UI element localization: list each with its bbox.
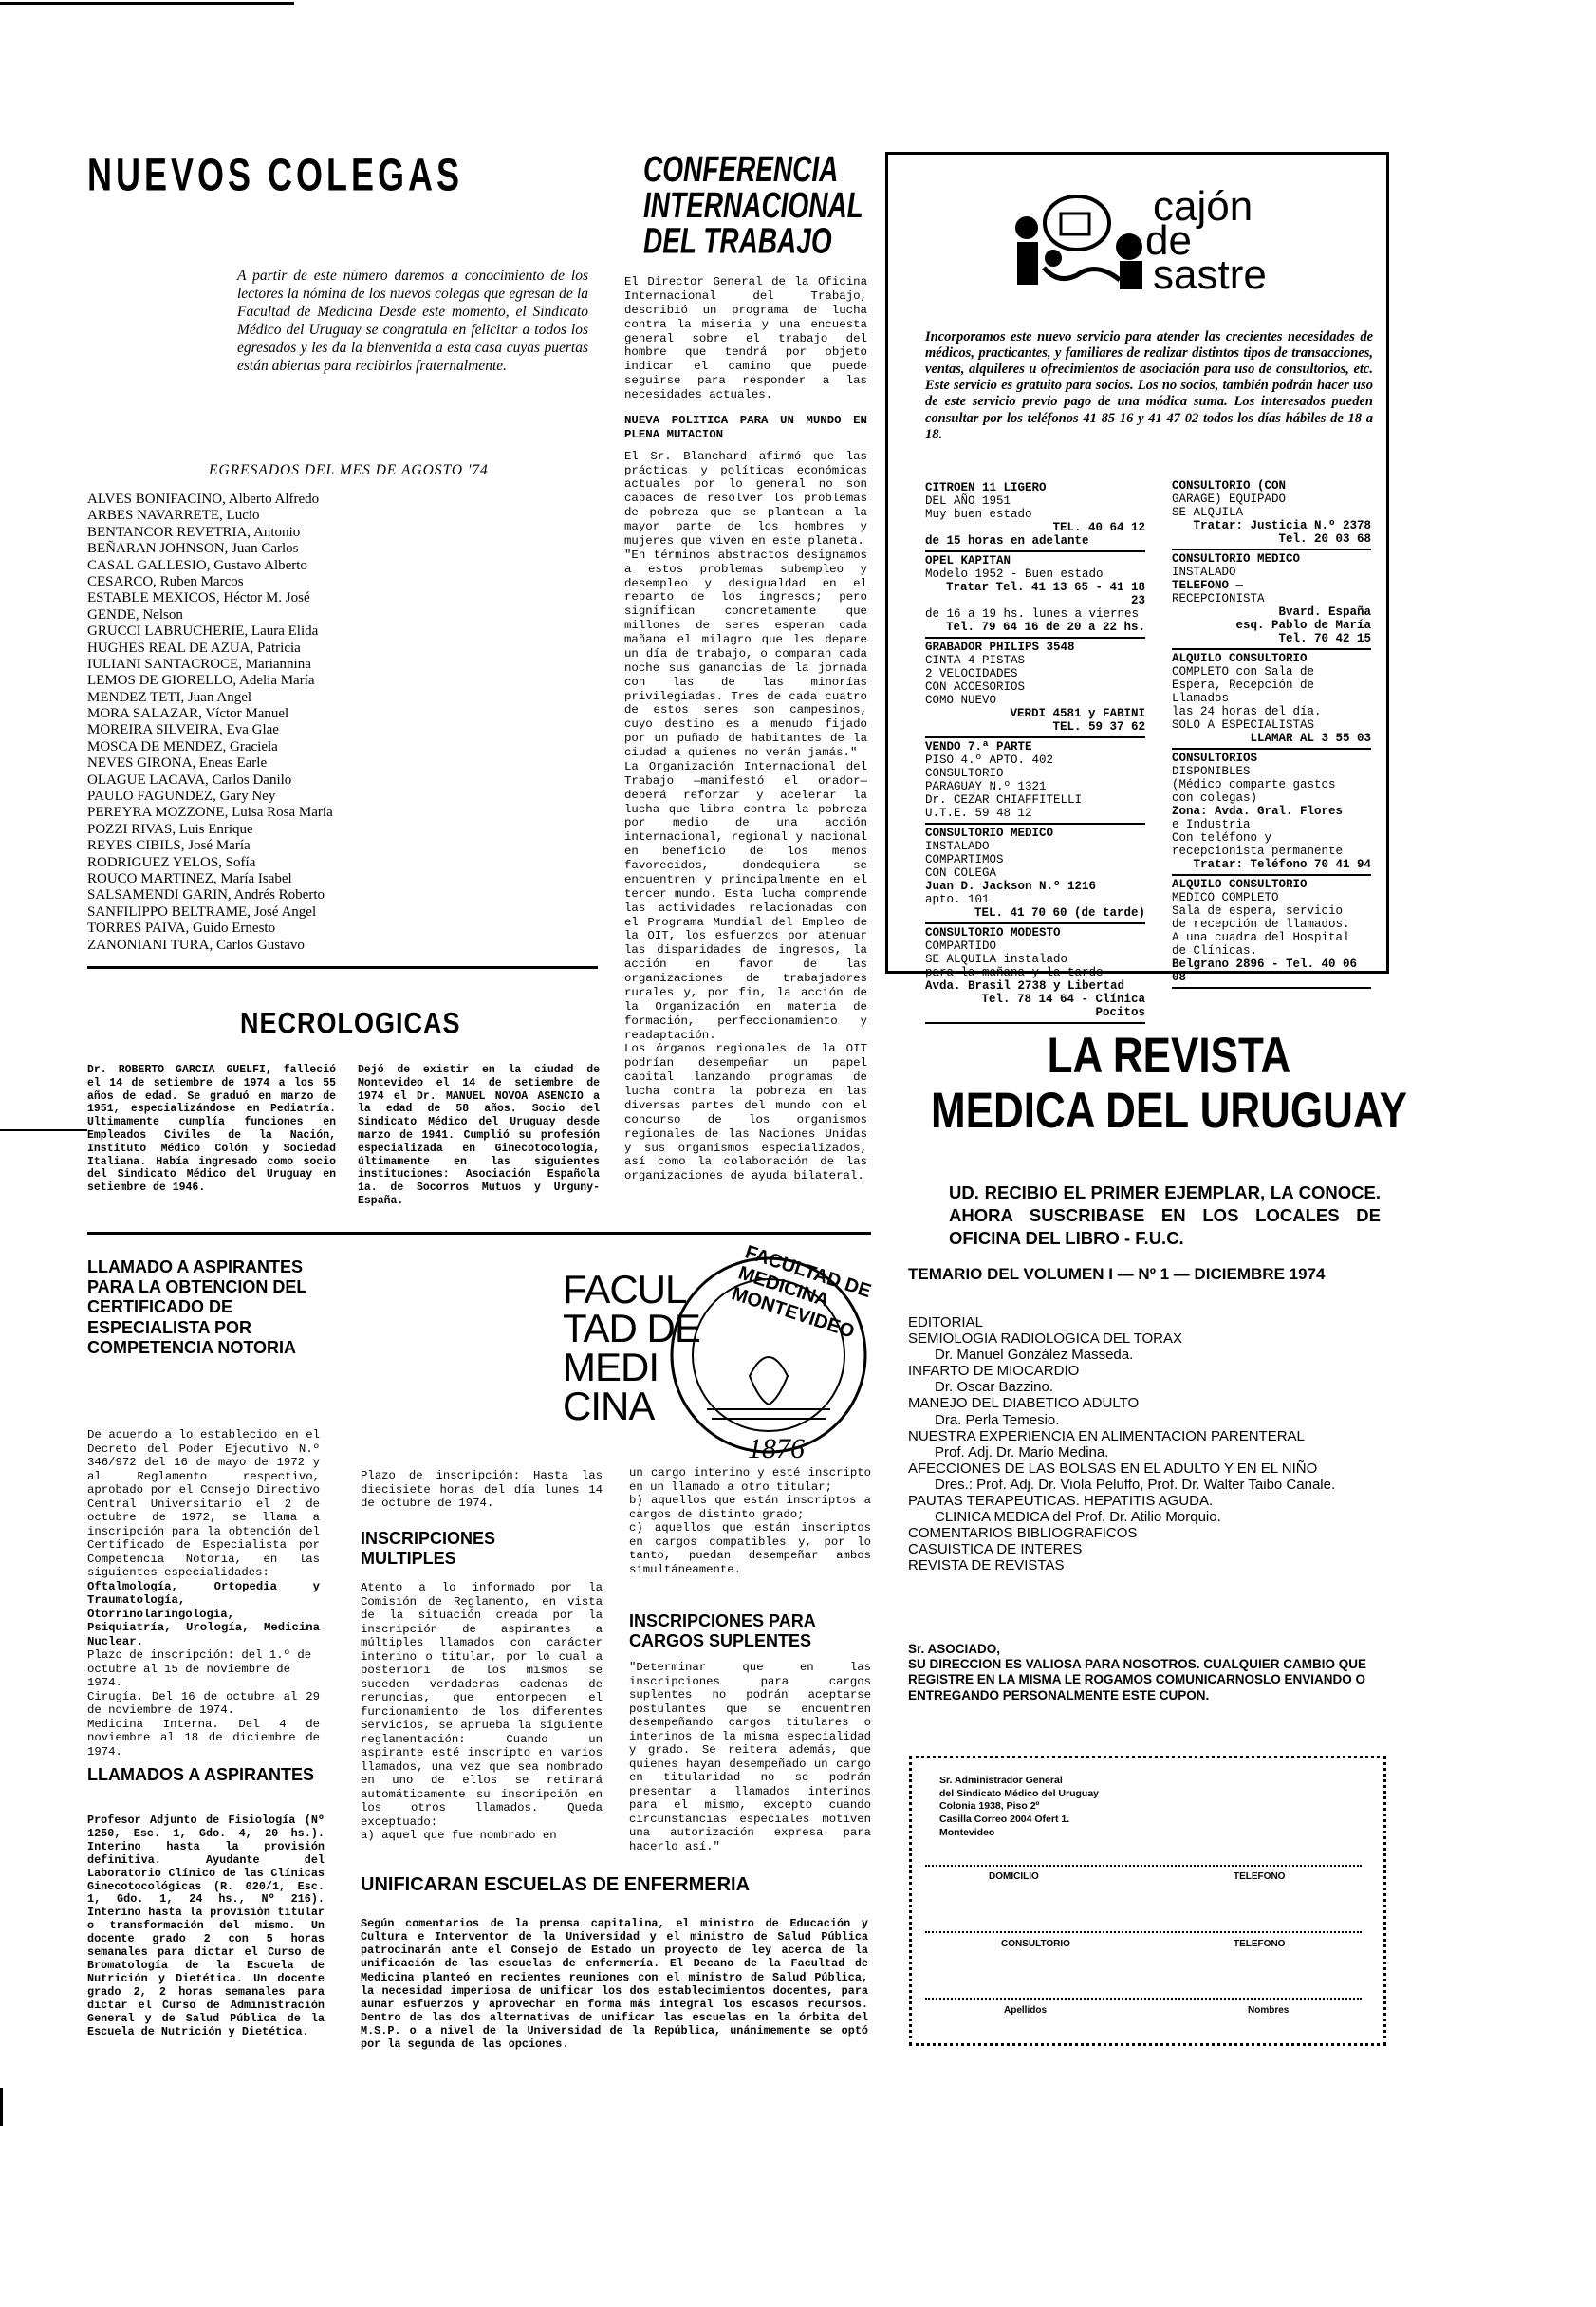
revista-content-line: Dr. Manuel González Masseda. xyxy=(935,1347,1134,1364)
classified-line: esq. Pablo de María xyxy=(1235,619,1371,632)
classified-line: Sala de espera, servicio xyxy=(1172,904,1344,918)
egresado-name: BEÑARAN JOHNSON, Juan Carlos xyxy=(87,541,299,557)
cajon-logo-line-2: de xyxy=(1145,217,1192,265)
egresado-name: IULIANI SANTACROCE, Mariannina xyxy=(87,656,311,672)
cajon-logo-text xyxy=(1145,183,1267,299)
cajon-ads-right xyxy=(1172,477,1371,989)
egresado-name: CESARCO, Ruben Marcos xyxy=(87,573,244,589)
coupon-address-line: del Sindicato Médico del Uruguay xyxy=(939,1787,1100,1799)
classified-line: GRABADOR PHILIPS 3548 xyxy=(925,641,1075,654)
cajon-illustration xyxy=(1006,190,1148,294)
classified-ad xyxy=(1172,550,1371,650)
classified-line: CINTA 4 PISTAS xyxy=(925,654,1026,667)
revista-title-line-1: LA REVISTA xyxy=(1047,1027,1291,1084)
classified-line: PISO 4.º APTO. 402 xyxy=(925,753,1054,767)
coupon-label-domicilio: DOMICILIO xyxy=(989,1871,1039,1882)
revista-content-line: PAUTAS TERAPEUTICAS. HEPATITIS AGUDA. xyxy=(908,1493,1214,1510)
conferencia-subhead: NUEVA POLITICA PARA UN MUNDO EN PLENA MUTACION xyxy=(624,413,867,441)
egresado-name: ZANONIANI TURA, Carlos Gustavo xyxy=(87,937,305,953)
revista-content-line: CASUISTICA DE INTERES xyxy=(908,1541,1083,1558)
lower-section-rule xyxy=(87,1232,871,1235)
suplentes-title: INSCRIPCIONES PARA CARGOS SUPLENTES xyxy=(629,1611,816,1651)
llamado-title: LLAMADO A ASPIRANTES PARA LA OBTENCION DEL CERTIFICADO DE ESPECIALISTA POR COMPETENCIA NOTORIA xyxy=(87,1257,307,1357)
revista-content-line: NUESTRA EXPERIENCIA EN ALIMENTACION PARENTERAL xyxy=(908,1427,1305,1444)
coupon-label-apellidos: Apellidos xyxy=(1004,2005,1048,2016)
revista-content-line: COMENTARIOS BIBLIOGRAFICOS xyxy=(908,1525,1138,1542)
inscripciones-multiples-title: INSCRIPCIONES MULTIPLES xyxy=(361,1529,496,1569)
enfermeria-body: Según comentarios de la prensa capitalina, el ministro de Educación y Cultura e Interventor de la Universidad y el ministro de Salud Pública patrocinarán ante el Consejo de Estado un proyecto de ley acerca de la unificación de las escuelas de enfermería. El Decano de la Facultad de Medicina planteó en recientes reuniones con el ministro de Salud Pública, la necesidad imperiosa de unificar los dos establecimientos docentes, para aunar esfuerzos y aprovechar en forma más integral los escasos recursos. Dentro de las dos alternativas de unificar las escuelas en la órbita del M.S.P. o a nivel de la Universidad de la República, unánimemente se optó por la segunda de las opciones. xyxy=(361,1917,868,2052)
egresado-name: PEREYRA MOZZONE, Luisa Rosa María xyxy=(87,805,333,821)
classified-line: Muy buen estado xyxy=(925,508,1032,521)
classified-line: INSTALADO xyxy=(925,840,990,853)
classified-line: Zona: Avda. Gral. Flores xyxy=(1172,805,1344,818)
asociado-text: SU DIRECCION ES VALIOSA PARA NOSOTROS. CUALQUIER CAMBIO QUE REGISTRE EN LA MISMA LE ROGAMOS COMUNICARNOSLO ENVIANDO O ENTREGANDO PERSONALMENTE ESTE CUPON. xyxy=(908,1657,1367,1702)
necro-col-2: Dejó de existir en la ciudad de Montevideo el 14 de setiembre de 1974 el Dr. MANUEL NOVOA ASENCIO a la edad de 58 años. Socio del Sindicato Médico del Uruguay desde marzo de 1941. Cumplió su profesión especializada en Ginecotocología, últimamente en las siguientes instituciones: Asociación Española 1a. de Socorros Mutuos y Urguny-España. xyxy=(358,1064,600,1207)
egresado-name: BENTANCOR REVETRIA, Antonio xyxy=(87,524,301,540)
asociado-notice xyxy=(908,1642,1383,1703)
egresado-name: GENDE, Nelson xyxy=(87,606,183,623)
classified-line: VERDI 4581 y FABINI xyxy=(1010,707,1145,720)
classified-line: recepcionista permanente xyxy=(1172,845,1344,858)
llamados-aspirantes-body: Profesor Adjunto de Fisiología (Nº 1250, Esc. 1, Gdo. 4, 20 hs.). Interino hasta la provisión definitiva. Ayudante del Laboratorio Clínico de las Clínicas Ginecotocológicas (R. 020/1, Esc. 1, Gdo. 1, 24 hs., Nº 216). Interino hasta la provisión titular o transformación del mismo. Un docente grado 2 con 5 horas semanales para dictar el Curso de Bromatología de la Escuela de Nutrición y Dietética. Un docente grado 2, 2 horas semanales para dictar el Curso de Administración General y de Salud Pública de la Escuela de Nutrición y Dietética. xyxy=(87,1814,325,2038)
egresado-name: OLAGUE LACAVA, Carlos Danilo xyxy=(87,772,292,788)
margin-mark xyxy=(0,1129,87,1131)
llamado-body xyxy=(87,1428,320,1758)
classified-line: Con teléfono y xyxy=(1172,831,1272,845)
egresado-name: ROUCO MARTINEZ, María Isabel xyxy=(87,870,292,886)
classified-line: Juan D. Jackson N.º 1216 xyxy=(925,880,1097,893)
egresado-name: HUGHES REAL DE AZUA, Patricia xyxy=(87,640,301,656)
revista-title xyxy=(922,1027,1416,1139)
egresado-name: CASAL GALLESIO, Gustavo Alberto xyxy=(87,557,307,573)
classified-line: COMO NUEVO xyxy=(925,694,997,707)
classified-line: CONSULTORIO MEDICO xyxy=(1172,552,1301,566)
facultad-ring-text: FACULTAD DE MEDICINA MONTEVIDEO xyxy=(729,1241,874,1343)
conferencia-title-line-2: INTERNACIONAL xyxy=(643,185,863,225)
classified-line: Tratar: Justicia N.º 2378 xyxy=(1193,519,1371,532)
classified-line: TEL. 41 70 60 (de tarde) xyxy=(974,906,1145,920)
revista-subscribe: UD. RECIBIO EL PRIMER EJEMPLAR, LA CONOCE. AHORA SUSCRIBASE EN LOS LOCALES DE OFICINA DEL LIBRO - F.U.C. xyxy=(949,1182,1381,1249)
facultad-year: 1876 xyxy=(748,1433,805,1464)
classified-line: DEL AÑO 1951 xyxy=(925,494,1011,508)
classified-line: Tratar: Teléfono 70 41 94 xyxy=(1193,858,1371,871)
classified-line: VENDO 7.ª PARTE xyxy=(925,740,1032,753)
asociado-head: Sr. ASOCIADO, xyxy=(908,1642,1001,1656)
classified-line: CON COLEGA xyxy=(925,866,997,880)
scribble-figures-icon xyxy=(1006,190,1148,294)
egresado-name: GRUCCI LABRUCHERIE, Laura Elida xyxy=(87,623,319,640)
classified-line: TEL. 40 64 12 xyxy=(1052,521,1145,534)
classified-line: Bvard. España xyxy=(1278,605,1371,619)
top-edge-rule xyxy=(0,2,294,5)
facultad-logo-line-2: TAD DE xyxy=(563,1306,700,1351)
margin-mark-bottom xyxy=(0,2088,3,2126)
classified-line: LLAMAR AL 3 55 03 xyxy=(1250,732,1371,745)
cajon-ads-left xyxy=(925,479,1145,1024)
interino-b: b) aquellos que están inscriptos a cargos de distinto grado; xyxy=(629,1494,871,1521)
classified-line: GARAGE) EQUIPADO xyxy=(1172,493,1287,506)
classified-line: las 24 horas del día. xyxy=(1172,705,1322,718)
cajon-intro: Incorporamos este nuevo servicio para atender las crecientes necesidades de médicos, practicantes, y familiares de realizar distintos tipos de transacciones, ventas, alquileres u ofrecimientos de asociación para uso de consultorios, etc. Este servicio es gratuito para socios. Los no socios, también podrán hacer uso de este servicio previo pago de una módica suma. Los interesados pueden consultar por los teléfonos 41 85 16 y 41 47 02 todos los días hábiles de 18 a 18. xyxy=(925,329,1373,442)
necrologicas-title: NECROLOGICAS xyxy=(240,1006,461,1040)
coupon-address xyxy=(939,1775,1099,1839)
facultad-logo-line-1: FACUL xyxy=(563,1267,687,1312)
revista-title-line-2: MEDICA DEL URUGUAY xyxy=(931,1083,1407,1139)
conferencia-p4: La Organización Internacional del Trabajo —manifestó el orador— deberá reforzar y acelerar la lucha que libra contra la pobreza por medio de una acción internacional, regional y nacional en beneficio de los menos favorecidos, dondequiera se encuentren y principalmente en el tercer mundo. Esta lucha comprende las actividades relacionadas con el Programa Mundial del Empleo de la OIT, los esfuerzos por atenuar las disparidades de ingresos, la acción en favor de las organizaciones de trabajadores rurales y, por fin, la acción de la Organización en materia de formación, perfeccionamiento y readaptación. xyxy=(624,759,867,1042)
classified-line: RECEPCIONISTA xyxy=(1172,592,1265,605)
llamado-especialidades: Oftalmología, Ortopedia y Traumatología, Otorrinolaringología, Psiquiatría, Urología, Medicina Nuclear. xyxy=(87,1579,320,1648)
classified-line: Avda. Brasil 2738 y Libertad xyxy=(925,979,1125,993)
revista-content-line: Dr. Oscar Bazzino. xyxy=(935,1379,1054,1396)
classified-line: Tratar Tel. 41 13 65 - 41 18 23 xyxy=(945,581,1145,607)
llamado-cirugia: Cirugía. Del 16 de octubre al 29 de noviembre de 1974. xyxy=(87,1689,320,1717)
classified-line: CONSULTORIO MODESTO xyxy=(925,926,1061,940)
classified-line: con colegas) xyxy=(1172,791,1258,805)
classified-line: apto. 101 xyxy=(925,893,990,906)
llamado-text: De acuerdo a lo establecido en el Decreto del Poder Ejecutivo N.º 346/972 del 16 de mayo de 1972 y al Reglamento respectivo, aprobado por el Consejo Directivo Central Universitario el 2 de octubre de 1972, se llama a inscripción para la obtención del Certificado de Especialista por Competencia Notoria, en las siguientes especialidades: xyxy=(87,1428,320,1579)
egresados-subtitle: EGRESADOS DEL MES DE AGOSTO '74 xyxy=(209,462,489,478)
classified-ad xyxy=(925,552,1145,639)
revista-content-line: CLINICA MEDICA del Prof. Dr. Atilio Morquio. xyxy=(935,1509,1221,1526)
nuevos-colegas-title: NUEVOS COLEGAS xyxy=(87,148,464,201)
classified-line: ALQUILO CONSULTORIO xyxy=(1172,878,1308,891)
classified-ad xyxy=(1172,876,1371,989)
classified-line: Tel. 70 42 15 xyxy=(1278,632,1371,645)
egresados-list xyxy=(87,492,486,954)
coupon-label-telefono-2: TELEFONO xyxy=(1234,1939,1286,1949)
classified-ad xyxy=(1172,650,1371,750)
egresado-name: TORRES PAIVA, Guido Ernesto xyxy=(87,921,276,937)
classified-line: Tel. 78 14 64 - Clínica Pocitos xyxy=(981,993,1145,1019)
enfermeria-title: UNIFICARAN ESCUELAS DE ENFERMERIA xyxy=(361,1874,751,1895)
classified-line: COMPLETO con Sala de Espera, Recepción de Llamados xyxy=(1172,665,1315,705)
llamado-medicina: Medicina Interna. Del 4 de noviembre al 18 de diciembre de 1974. xyxy=(87,1717,320,1758)
classified-line: CONSULTORIOS xyxy=(1172,752,1258,765)
inscripciones-multiples-text: Atento a lo informado por la Comisión de Reglamento, en vista de la situación creada por la inscripción de aspirantes a múltiples llamados con carácter interino o titular, por lo cual a posteriori de los mismos se suceden verdaderas cadenas de renuncias, que entorpecen el funcionamiento de los diferentes Servicios, se aprueba la siguiente reglamentación: Cuando un aspirante esté inscripto en varios llamados, una vez que sea nombrado en uno de ellos se retirará automáticamente su inscripción en los otros llamados. Queda exceptuado: xyxy=(361,1581,603,1829)
egresado-name: MENDEZ TETI, Juan Angel xyxy=(87,689,252,705)
classified-line: OPEL KAPITAN xyxy=(925,554,1011,567)
revista-content-line: INFARTO DE MIOCARDIO xyxy=(908,1363,1080,1380)
classified-line: CON ACCESORIOS xyxy=(925,680,1026,694)
classified-ad xyxy=(925,924,1145,1024)
revista-content-line: SEMIOLOGIA RADIOLOGICA DEL TORAX xyxy=(908,1330,1182,1348)
classified-line: COMPARTIDO xyxy=(925,940,997,953)
revista-content-line: Dres.: Prof. Adj. Dr. Viola Peluffo, Prof. Dr. Walter Taibo Canale. xyxy=(935,1476,1336,1493)
classified-line: CITROEN 11 LIGERO xyxy=(925,481,1047,494)
cajon-logo-line-3: sastre xyxy=(1153,251,1267,299)
egresado-name: PAULO FAGUNDEZ, Gary Ney xyxy=(87,789,276,805)
inscripciones-multiples-body xyxy=(361,1581,603,1843)
classified-ad xyxy=(925,738,1145,825)
llamado-plazo: Plazo de inscripción: del 1.º de octubre al 15 de noviembre de 1974. xyxy=(87,1648,312,1689)
revista-content-line: Prof. Adj. Dr. Mario Medina. xyxy=(935,1443,1109,1460)
coupon-address-line: Casilla Correo 2004 Ofert 1. xyxy=(939,1813,1070,1825)
egresado-name: REYES CIBILS, José María xyxy=(87,838,251,854)
facultad-logo-line-4: CINA xyxy=(563,1384,655,1429)
classified-ad xyxy=(925,479,1145,552)
conferencia-body xyxy=(624,275,867,1183)
necro-col-1: Dr. ROBERTO GARCIA GUELFI, falleció el 14 de setiembre de 1974 a los 55 años de edad. Se graduó en marzo de 1951, especializándose en Pediatría. Ultimamente cumplía funciones en Empleados Civiles de la Nación, Instituto Médico Colón y Sociedad Italiana. Había ingresado como socio del Sindicato Médico del Uruguay en setiembre de 1946. xyxy=(87,1064,336,1195)
egresado-name: POZZI RIVAS, Luis Enrique xyxy=(87,821,253,837)
cajon-logo-line-1: cajón xyxy=(1153,183,1253,230)
classified-ad xyxy=(925,639,1145,738)
conferencia-p5: Los órganos regionales de la OIT podrían desempeñar un papel capital lanzando programas de lucha contra la pobreza en las diversas partes del mundo con el concurso de los organismos regionales de las Naciones Unidas y sus organismos especializados, así como la colaboración de las organizaciones de ayuda bilateral. xyxy=(624,1042,867,1183)
conferencia-p1: El Director General de la Oficina Internacional del Trabajo, describió un programa de lucha contra la miseria y una encuesta general sobre el trabajo del hombre que tendrá por objeto indicar el camino que puede seguirse para responder a las necesidades actuales. xyxy=(624,275,867,401)
llamados-aspirantes-title: LLAMADOS A ASPIRANTES xyxy=(87,1765,315,1784)
coupon-label-consultorio: CONSULTORIO xyxy=(1001,1939,1070,1949)
classified-line: CONSULTORIO (CON xyxy=(1172,479,1287,493)
classified-line: de 15 horas en adelante xyxy=(925,534,1089,548)
necro-top-rule xyxy=(87,966,598,969)
classified-line: U.T.E. 59 48 12 xyxy=(925,807,1032,820)
interino-col xyxy=(629,1466,871,1576)
conferencia-title-line-1: CONFERENCIA xyxy=(643,149,839,190)
egresado-name: RODRIGUEZ YELOS, Sofía xyxy=(87,854,256,870)
classified-line: Tel. 79 64 16 de 20 a 22 hs. xyxy=(945,621,1145,634)
coupon-line-1[interactable] xyxy=(925,1865,1362,1867)
classified-line: CONSULTORIO xyxy=(925,767,1004,780)
revista-content-line: REVISTA DE REVISTAS xyxy=(908,1557,1065,1574)
classified-line: INSTALADO xyxy=(1172,566,1236,579)
classified-line: de recepción de llamados. xyxy=(1172,918,1350,931)
plazo-col-text: Plazo de inscripción: Hasta las diecisiete horas del día lunes 14 de octubre de 1974. xyxy=(361,1469,603,1510)
egresado-name: SANFILIPPO BELTRAME, José Angel xyxy=(87,903,317,920)
classified-ad xyxy=(1172,477,1371,550)
classified-line: TELEFONO — xyxy=(1172,579,1244,592)
classified-line: (Médico comparte gastos xyxy=(1172,778,1336,791)
egresado-name: SALSAMENDI GARIN, Andrés Roberto xyxy=(87,887,325,903)
conferencia-p2: El Sr. Blanchard afirmó que las prácticas y políticas económicas actuales por lo general no son capaces de resolver los problemas de pobreza que se plantean a la mayor parte de los hombres y mujeres que viven en este planeta. xyxy=(624,449,867,548)
coupon-line-3[interactable] xyxy=(925,1998,1362,2000)
classified-line: Dr. CEZAR CHIAFFITELLI xyxy=(925,793,1083,807)
conferencia-title-line-3: DEL TRABAJO xyxy=(643,220,832,261)
classified-line: ALQUILO CONSULTORIO xyxy=(1172,652,1308,665)
coupon-address-line: Sr. Administrador General xyxy=(939,1775,1063,1786)
egresado-name: MOSCA DE MENDEZ, Graciela xyxy=(87,738,278,754)
revista-content-line: AFECCIONES DE LAS BOLSAS EN EL ADULTO Y EN EL NIÑO xyxy=(908,1460,1318,1477)
egresado-name: MOREIRA SILVEIRA, Eva Glae xyxy=(87,722,279,738)
conferencia-title xyxy=(643,149,871,261)
classified-line: de 16 a 19 hs. lunes a viernes xyxy=(925,607,1140,621)
egresado-name: NEVES GIRONA, Eneas Earle xyxy=(87,755,268,772)
coupon-address-line: Montevideo xyxy=(939,1826,995,1838)
facultad-logo xyxy=(546,1243,878,1471)
egresado-name: MORA SALAZAR, Víctor Manuel xyxy=(87,706,289,722)
revista-contents xyxy=(908,1314,1401,1574)
classified-line: DISPONIBLES xyxy=(1172,765,1251,778)
classified-ad xyxy=(1172,750,1371,876)
classified-line: SE ALQUILA xyxy=(1172,506,1244,519)
revista-content-line: MANEJO DEL DIABETICO ADULTO xyxy=(908,1395,1140,1412)
classified-line: CONSULTORIO MEDICO xyxy=(925,827,1054,840)
classified-line: A una cuadra del Hospital de Clínicas. xyxy=(1172,931,1350,958)
classified-ad xyxy=(925,825,1145,924)
classified-line: e Industria xyxy=(1172,818,1251,831)
classified-line: SE ALQUILA instalado xyxy=(925,953,1068,966)
coupon-label-telefono-1: TELEFONO xyxy=(1234,1871,1286,1882)
egresado-name: LEMOS DE GIORELLO, Adelia María xyxy=(87,673,315,689)
revista-content-line: EDITORIAL xyxy=(908,1314,983,1330)
egresado-name: ESTABLE MEXICOS, Héctor M. José xyxy=(87,590,310,606)
classified-line: 2 VELOCIDADES xyxy=(925,667,1018,680)
classified-line: Belgrano 2896 - Tel. 40 06 08 xyxy=(1172,958,1358,984)
revista-content-line: Dra. Perla Temesio. xyxy=(935,1411,1060,1428)
classified-line: Modelo 1952 - Buen estado xyxy=(925,567,1104,581)
facultad-logo-text xyxy=(563,1267,700,1429)
conferencia-p3: "En términos abstractos designamos a estos problemas subempleo y desempleo y desigualdad en el reparto de los ingresos; pero significan concretamente que millones de seres esperan cada mañana el milagro que les depare un día de trabajo, o comparan cada noche sus ganancias de la jornada con las de las minorías privilegiadas. Tres de cada cuatro de estos seres son campesinos, cuyo destino es a menudo fijado por un puñado de habitantes de la ciudad a quienes no verán jamás." xyxy=(624,548,867,759)
classified-line: SOLO A ESPECIALISTAS xyxy=(1172,718,1315,732)
coupon-label-nombres: Nombres xyxy=(1248,2005,1290,2016)
egresado-name: ARBES NAVARRETE, Lucio xyxy=(87,508,260,524)
classified-line: Tel. 20 03 68 xyxy=(1278,532,1371,546)
inscripciones-multiples-item-a: a) aquel que fue nombrado en xyxy=(361,1829,557,1842)
classified-line: para la mañana y la tarde xyxy=(925,966,1104,979)
interino-text: un cargo interino y esté inscripto en un llamado a otro titular; xyxy=(629,1466,871,1494)
egresado-name: ALVES BONIFACINO, Alberto Alfredo xyxy=(87,492,320,507)
classified-line: COMPARTIMOS xyxy=(925,853,1004,866)
classified-line: PARAGUAY N.º 1321 xyxy=(925,780,1047,793)
coupon-line-2[interactable] xyxy=(925,1931,1362,1933)
nuevos-colegas-intro: A partir de este número daremos a conocimiento de los lectores la nómina de los nuevos colegas que egresan de la Facultad de Medicina Desde este momento, el Sindicato Médico del Uruguay se congratula en felicitar a todos los egresados y les da la bienvenida a esta casa cuyas puertas están abiertas para recibirlos fraternalmente. xyxy=(237,268,588,374)
interino-c: c) aquellos que están inscriptos en cargos compatibles y, por lo tanto, puedan desempeñar ambos simultáneamente. xyxy=(629,1521,871,1576)
coupon-address-line: Colonia 1938, Piso 2º xyxy=(939,1800,1040,1813)
classified-line: MEDICO COMPLETO xyxy=(1172,891,1279,904)
classified-line: TEL. 59 37 62 xyxy=(1052,720,1145,734)
revista-temario: TEMARIO DEL VOLUMEN I — Nº 1 — DICIEMBRE 1974 xyxy=(908,1265,1326,1283)
facultad-logo-line-3: MEDI xyxy=(563,1345,659,1390)
suplentes-body: "Determinar que en las inscripciones para cargos suplentes no podrán aceptarse postulantes que se encuentren desempeñando cargos titulares o interinos de la misma especialidad y grado. Se reitera además, que quienes hayan desempeñado un cargo en titularidad no se podrán presentar a llamados interinos para el mismo, excepto cuando circunstancias especiales motiven una autorización expresa para hacerlo así." xyxy=(629,1661,871,1853)
